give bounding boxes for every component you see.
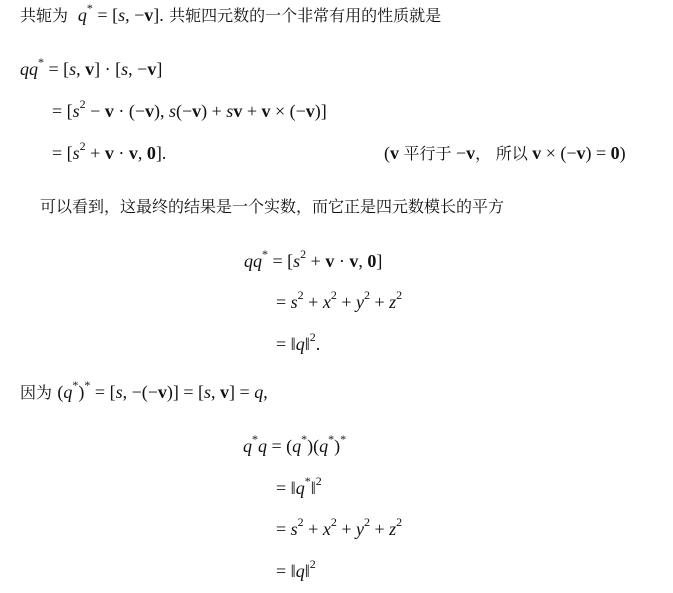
remark-therefore: 所以 — [495, 144, 528, 163]
intro-prefix: 共轭为 — [20, 6, 69, 25]
eq-block2-line2: = $s^2 + x^2 + y^2 + z^2$ — [276, 288, 403, 312]
conjugate-definition: q* = [s, −v]. — [77, 1, 164, 25]
intro-line — [20, 1, 442, 27]
eq-block3-line1: q*q = (q*)(q*)* — [243, 432, 347, 456]
eq-block3-line4: = ‖q‖$^2$ — [276, 557, 316, 581]
eq-block1-line2: = [$s^2 - v \cdot (-v)$, s(−v) + sv + v × (−v)] — [52, 97, 327, 121]
because-prefix: 因为 — [20, 383, 53, 402]
explanation-text: 可以看到，这最终的结果是一个实数，而它正是四元数模长的平方 — [40, 197, 505, 216]
double-conjugate-identity: (q*)* = [s, −(−v)] = [s, v] = q, — [57, 378, 268, 402]
eq-block1-line3: = [$s^2 + v \cdot v$, 0]. — [52, 139, 167, 163]
eq-block1-line1: qq* = [s, v] · [s, −v] — [20, 55, 163, 79]
eq-block2-line1: $qq^* = [s^2 + v \cdot v$, 0] — [244, 247, 383, 271]
because-line — [20, 378, 268, 404]
eq-block3-line3: = $s^2 + x^2 + y^2 + z^2$ — [276, 515, 403, 539]
eq-block2-line3: = ‖q‖$^2$. — [276, 330, 321, 354]
eq-block3-line2: = ‖q*‖$^2$ — [276, 474, 322, 498]
remark-comma: ， — [475, 144, 492, 163]
remark-parallel: 平行于 — [403, 144, 452, 163]
intro-statement: 共轭四元数的一个非常有用的性质就是 — [169, 6, 442, 25]
eq-block1-remark: (v 平行于 −v， 所以 v × (−v) = 0) — [384, 143, 626, 163]
